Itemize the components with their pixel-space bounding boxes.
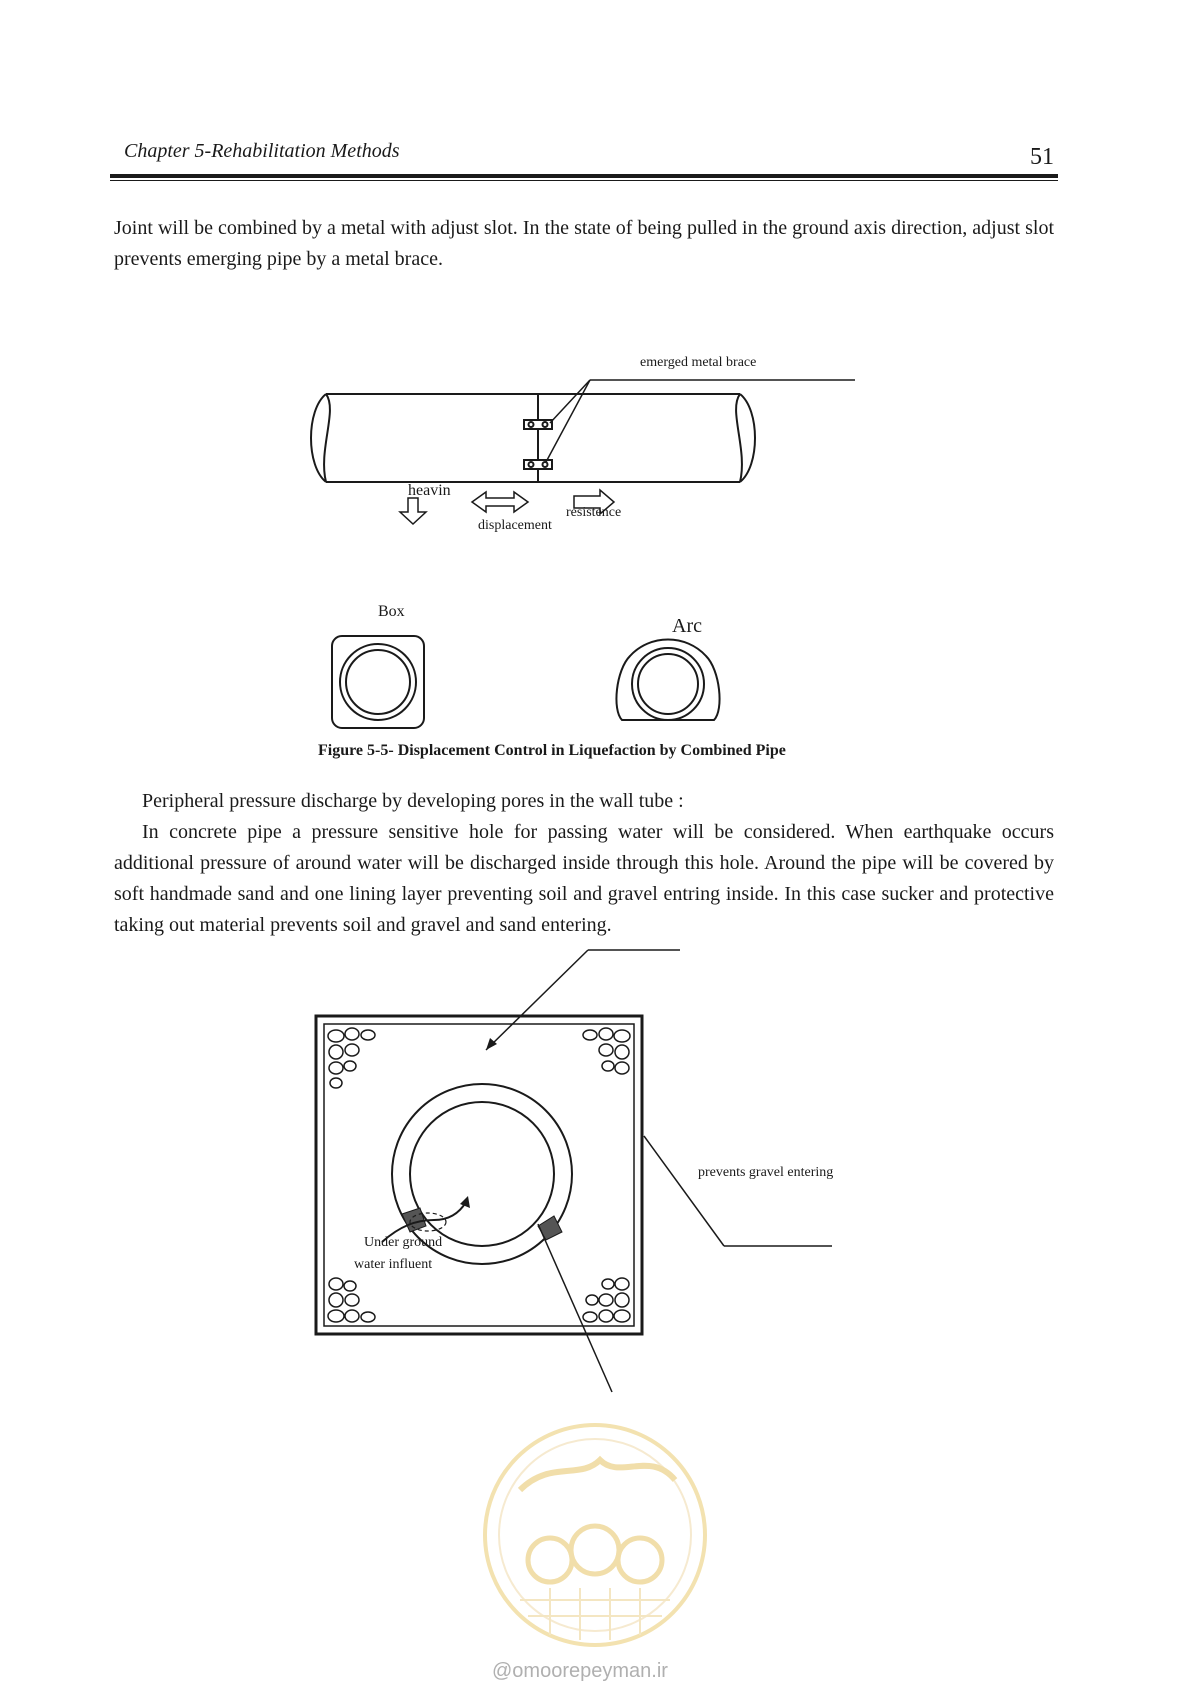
box-pipe-outer-icon [340, 644, 416, 720]
paragraph-joint [114, 213, 1054, 275]
outer-box [316, 1016, 642, 1334]
label-heavin: heavin [408, 482, 451, 499]
arc-pipe-outer-icon [632, 648, 704, 720]
label-box: Box [378, 603, 405, 620]
brace-leader-lines [546, 380, 855, 462]
paragraph-pressure [114, 786, 1054, 941]
figure-1-caption: Figure 5-5- Displacement Control in Liquefaction by Combined Pipe [318, 742, 786, 759]
header-rule-thick [110, 174, 1058, 178]
arc-pipe-inner-icon [638, 654, 698, 714]
figure-combined-pipe [300, 330, 860, 740]
pore-hatch-left-icon [402, 1208, 426, 1232]
paragraph-joint-text: Joint will be combined by a metal with adjust slot. In the state of being pulled in the ground axis direction, adjust slot prevents emerging pipe by a metal brace. [114, 217, 1054, 270]
chapter-title: Chapter 5-Rehabilitation Methods [124, 140, 400, 162]
flow-arrowhead-icon [460, 1196, 470, 1208]
page-number: 51 [1030, 144, 1054, 170]
heavin-arrow-icon [400, 498, 426, 524]
watermark-site-text: @omoorepeyman.ir [492, 1660, 668, 1682]
displacement-arrow-icon [472, 492, 528, 512]
label-arc: Arc [672, 615, 702, 637]
label-prevents-gravel: prevents gravel entering [698, 1165, 834, 1180]
label-under-ground: Under ground [364, 1235, 443, 1250]
gravel-bottom-left-icon [328, 1278, 375, 1322]
header-rule-thin [110, 180, 1058, 181]
label-emerged-metal-brace: emerged metal brace [640, 355, 757, 370]
label-displacement: displacement [478, 518, 552, 533]
pipe-inner-ring-icon [410, 1102, 554, 1246]
label-resistence: resistence [566, 505, 622, 520]
figure-pressure-discharge [300, 940, 860, 1400]
box-pipe-inner-icon [346, 650, 410, 714]
gravel-bottom-right-icon [583, 1278, 630, 1322]
inner-box [324, 1024, 634, 1326]
gravel-top-right-icon [583, 1028, 630, 1074]
paragraph-pressure-line2: In concrete pipe a pressure sensitive hole for passing water will be considered. When earthquake occurs additional pressure of around water will be discharged inside through this hole. Around the pipe will be covered by soft handmade sand and one lining layer preventing soil and gravel entring inside. In this case sucker and protective taking out material prevents soil and gravel and sand entering. [114, 821, 1054, 936]
pore-hatch-right-icon [538, 1216, 562, 1240]
watermark-seal-logo [480, 1420, 710, 1650]
label-water-influent: water influent [354, 1257, 433, 1272]
paragraph-pressure-line1: Peripheral pressure discharge by developing pores in the wall tube : [142, 790, 684, 812]
gravel-top-left-icon [328, 1028, 375, 1088]
